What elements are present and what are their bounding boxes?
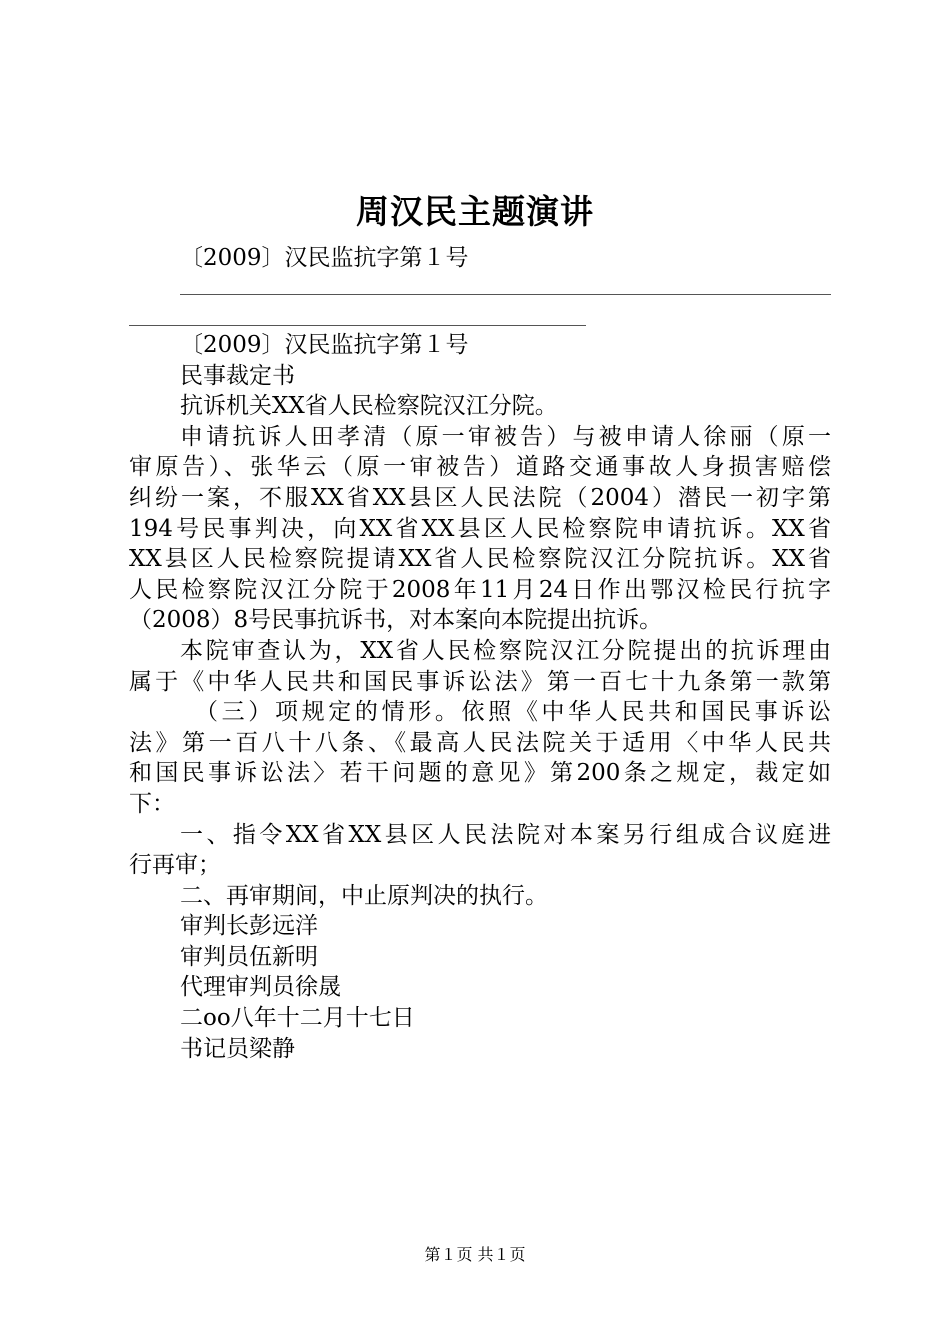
paragraph-line: 法》第一百八十八条、《最高人民法院关于适用〈中华人民共 (129, 729, 831, 756)
ruling-item-1: 一、指令XX省XX县区人民法院对本案另行组成合议庭进 (180, 821, 831, 848)
paragraph-line: XX县区人民检察院提请XX省人民检察院汉江分院抗诉。XX省 (129, 546, 831, 573)
divider-line-1 (180, 294, 831, 295)
clerk: 书记员梁静 (180, 1035, 295, 1062)
paragraph-line: 下： (129, 790, 175, 817)
acting-judge: 代理审判员徐晟 (180, 974, 341, 1001)
presiding-judge: 审判长彭远洋 (180, 913, 318, 940)
ruling-item-1-cont: 行再审； (129, 852, 221, 879)
document-number: 〔2009〕汉民监抗字第１号 (180, 245, 469, 271)
page-footer: 第１页 共１页 (424, 1245, 526, 1264)
paragraph-line: 申请抗诉人田孝清（原一审被告）与被申请人徐丽（原一 (180, 423, 831, 450)
paragraph-line: 和国民事诉讼法〉若干问题的意见》第200条之规定，裁定如 (129, 760, 831, 787)
document-body (129, 330, 831, 1064)
paragraph-line: 本院审查认为，XX省人民检察院汉江分院提出的抗诉理由 (180, 637, 831, 664)
protest-authority: 抗诉机关XX省人民检察院汉江分院。 (180, 393, 558, 420)
judge: 审判员伍新明 (180, 943, 318, 970)
document-type: 民事裁定书 (180, 362, 295, 389)
paragraph-line: 审原告）、张华云（原一审被告）道路交通事故人身损害赔偿 (129, 454, 831, 481)
paragraph-line: 194号民事判决，向XX省XX县区人民检察院申请抗诉。XX省 (129, 515, 831, 542)
paragraph-line: 纠纷一案，不服XX省XX县区人民法院（2004）潜民一初字第 (129, 484, 831, 511)
case-number: 〔2009〕汉民监抗字第１号 (180, 332, 469, 358)
paragraph-line: 人民检察院汉江分院于2008年11月24日作出鄂汉检民行抗字 (129, 576, 831, 603)
paragraph-line: 属于《中华人民共和国民事诉讼法》第一百七十九条第一款第 (129, 668, 831, 695)
ruling-date: 二oo八年十二月十七日 (180, 1005, 415, 1032)
divider-line-2 (129, 325, 586, 326)
document-title: 周汉民主题演讲 (356, 192, 594, 231)
paragraph-line: （三）项规定的情形。依照《中华人民共和国民事诉讼 (195, 699, 831, 726)
ruling-item-2: 二、再审期间，中止原判决的执行。 (180, 882, 548, 909)
paragraph-line: （2008）8号民事抗诉书，对本案向本院提出抗诉。 (129, 607, 663, 634)
